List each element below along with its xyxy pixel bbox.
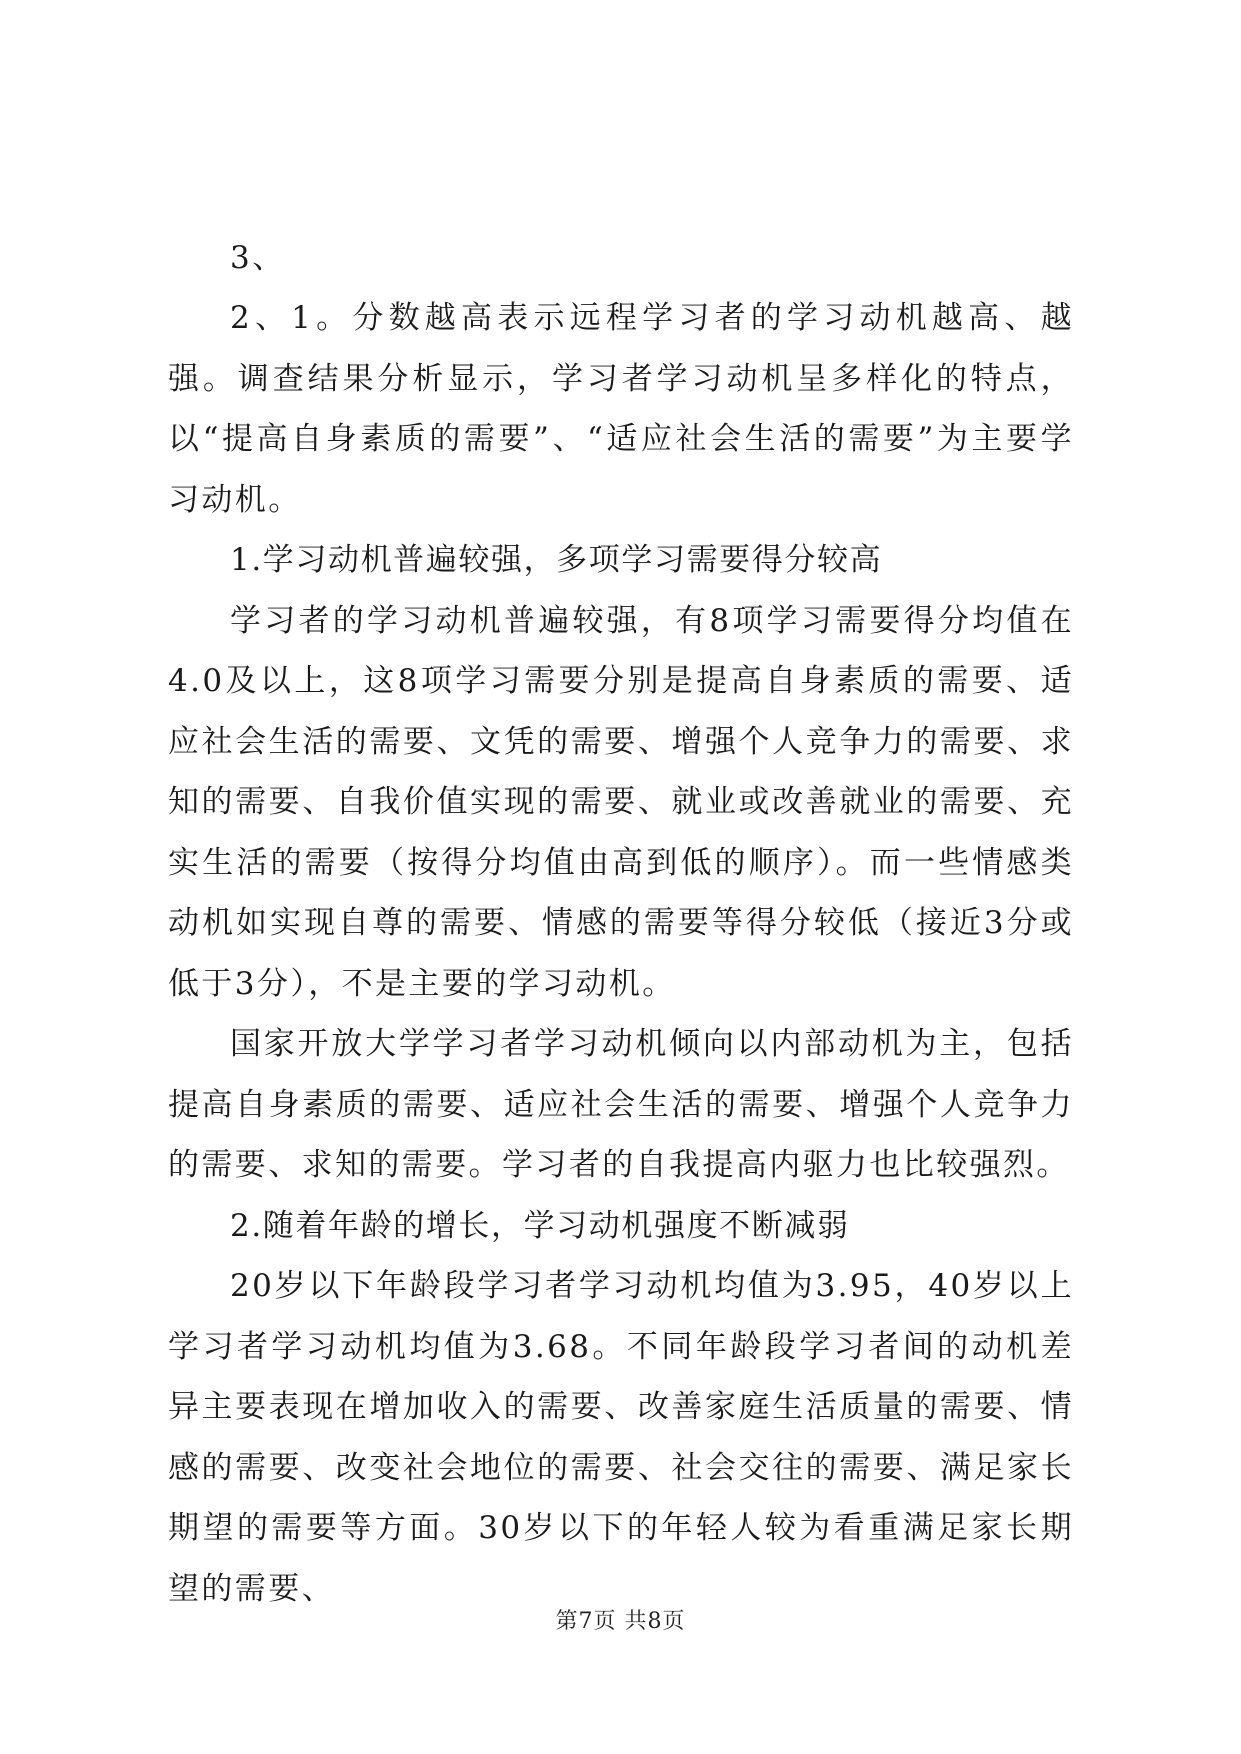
document-body xyxy=(168,228,1074,1619)
paragraph-intro: 2、1。分数越高表示远程学习者的学习动机越高、越强。调查结果分析显示，学习者学习动机呈多样化的特点，以“提高自身素质的需要”、“适应社会生活的需要”为主要学习动机。 xyxy=(168,300,1074,518)
heading-1: 1.学习动机普遍较强，多项学习需要得分较高 xyxy=(230,542,883,578)
page-footer: 第7页 共8页 xyxy=(555,1609,686,1634)
heading-2: 2.随着年龄的增长，学习动机强度不断减弱 xyxy=(230,1207,850,1244)
paragraph-internal-motivation: 国家开放大学学习者学习动机倾向以内部动机为主，包括提高自身素质的需要、适应社会生活的需要、增强个人竞争力的需要、求知的需要。学习者的自我提高内驱力也比较强烈。 xyxy=(168,1026,1074,1183)
paragraph-age: 20岁以下年龄段学习者学习动机均值为3.95，40岁以上学习者学习动机均值为3.68。不同年龄段学习者间的动机差异主要表现在增加收入的需要、改善家庭生活质量的需要、情感的需要、改变社会地位的需要、社会交往的需要、满足家长期望的需要等方面。30岁以下的年轻人较为看重满足家长期望的需要、 xyxy=(168,1268,1074,1607)
paragraph-motivation-strong: 学习者的学习动机普遍较强，有8项学习需要得分均值在4.0及以上，这8项学习需要分别是提高自身素质的需要、适应社会生活的需要、文凭的需要、增强个人竞争力的需要、求知的需要、自我价值实现的需要、就业或改善就业的需要、充实生活的需要（按得分均值由高到低的顺序）。而一些情感类动机如实现自尊的需要、情感的需要等得分较低（接近3分或低于3分），不是主要的学习动机。 xyxy=(168,602,1074,1002)
section-number: 3、 xyxy=(230,240,286,276)
